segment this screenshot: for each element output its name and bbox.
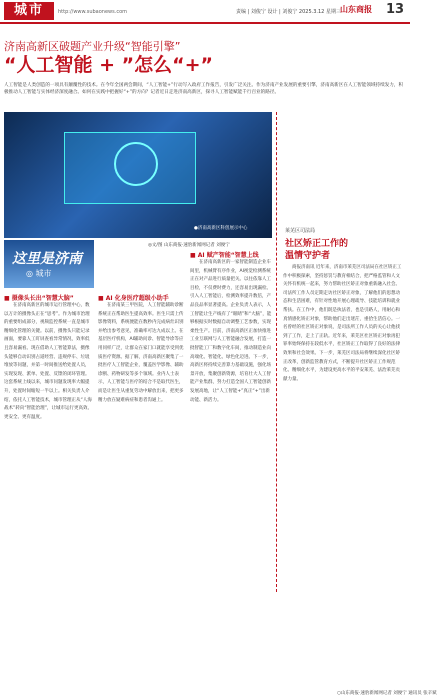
photo-ring-shape [114,142,158,186]
article-byline: ◎文/图 山东商报·速豹新闻网记者 刘俊宁 [148,243,230,248]
lead-photo [4,112,272,238]
page-header [0,0,410,22]
newspaper-brand: 山东商报 [340,5,372,14]
article-headline: “人工智能 + ”怎么“+” [4,54,214,76]
section3-title: ■ AI 赋产智能“智慧上线 [190,252,259,259]
inset-graphic [4,240,94,288]
photo-caption: ●济南高新区科创展示中心 [194,226,248,231]
header-meta: 责编 | 刘俊宁 设计 | 刘俊宁 2025.3.12 星期三 [236,9,341,15]
sidebar-column [276,112,437,696]
header-url[interactable]: http://www.subaonews.com [58,9,127,15]
header-rule [0,22,410,24]
article-kicker: 济南高新区破题产业升级“智能引擎” [4,40,181,53]
section2-title: ■ AI 化身医疗超级小助手 [98,295,169,302]
section2-body: 在济南某三甲医院，人工智能辅助诊断系统正在帮助医生提高效率。医生只需上传影像资料，系统便能在数秒内完成病灶识别并给出参考意见，准确率可达九成以上。在基层医疗机构，AI辅助问诊、智能导诊等应用同样广泛，让群众在家门口就能享受到优质医疗资源。据了解，济南高新区聚集了一批医疗人工智能企业，覆盖医学影像、辅助诊断、药物研发等多个领域。业内人士表示，人工智能与医疗的结合不是取代医生，而是让医生从重复劳动中解放出来，把更多精力放在疑难病症和患者沟通上。 [98,303,184,403]
inset-title: 这里是济南 [12,251,82,267]
section1-title: ■ 摄像头长出“智慧大脑” [4,295,74,302]
section-label: 城市 [4,2,54,20]
sidebar-byline: ○山东商报·速豹新闻网记者 刘俊宁 通讯员 张辛斌 [337,691,437,696]
inset-subtitle: ◎ 城市 [26,269,52,278]
page-number: 13 [386,2,405,17]
sidebar-kicker: 莱芜区司法局 [285,228,316,234]
article-lead: 人工智能是人类创造的一项具有颠覆性的技术。在今年全国两会期间，“人工智能+”行动写入政府工作报告，引发广泛关注。作为济南产业发展的重要引擎，济南高新区在人工智能领域持续发力，积极推动人工智能与实体经济深度融合。如何在实践中把握好“+”的方向？记者近日走进济南高新区，探寻人工智能赋能千行百业的路径。 [4,83,404,95]
sidebar-title-line2: 温情守护者 [285,251,331,261]
sidebar-title-line1: 社区矫正工作的 [285,239,349,249]
sidebar-body: 商报济南讯 近年来，济南市莱芜区司法局在社区矫正工作中积极探索，坚持惩罚与教育相结合，把严格监管和人文关怀有机统一起来，努力帮助社区矫正对象重新融入社会。司法所工作人员定期走访社区矫正对象，了解他们的思想动态和生活困难，有针对性地开展心理疏导、技能培训和就业帮扶。在工作中，他们既是执法者，也是引路人，用耐心和真情感化矫正对象，帮助他们走出迷茫，重拾生活信心。一名曾经的社区矫正对象说，是司法所工作人员的关心让他找到了工作，走上了正轨。近年来，莱芜区社区矫正对象再犯罪率始终保持在较低水平，社区矫正工作取得了良好的法律效果和社会效果。下一步，莱芜区司法局将继续深化社区矫正改革，创新监管教育方式，不断提升社区矫正工作规范化、精细化水平，为建设更高水平的平安莱芜、法治莱芜贡献力量。 [283,265,402,382]
section3-body: 在济南高新区的一家智能制造企业车间里，机械臂有序作业，AI视觉检测系统正在对产品进行质量把关。以往依靠人工目检，不仅费时费力，还容易出现漏检。引入人工智能后，检测效率提升数倍，产品良品率显著提高。企业负责人表示，人工智能让生产线有了“眼睛”和“大脑”，能够根据实时数据自动调整工艺参数，实现柔性生产。目前，济南高新区正加快推进工业互联网与人工智能融合发展，打造一批智能工厂和数字化车间，推动制造业向高端化、智能化、绿色化迈进。下一步，高新区将持续完善算力基础设施，强化场景开放，集聚创新资源，培育壮大人工智能产业集群，努力打造全国人工智能创新发展高地，让“人工智能+”真正“+”出新动能、新活力。 [190,260,272,403]
section1-body: 在济南高新区的城市运行管理中心，数以万计的摄像头正在“思考”。作为城市治理的重要组成部分，视频监控系统一直是城市精细化管理的关键。以前，摄像头只能记录画面，要靠人工盯屏查看异常情况，效率低且容易漏看。现在借助人工智能算法，摄像头能够自动识别占道经营、违规停车、垃圾堆放等问题，并第一时间推送给处置人员，实现发现、派单、处置、反馈的闭环管理。这套系统上线以来，城市问题发现率大幅提升，处置时间缩短一半以上。相关负责人介绍，依托人工智能技术，城市管理正从“人海战术”转向“智能治理”，让城市运行更高效、更安全、更有温度。 [4,303,92,420]
